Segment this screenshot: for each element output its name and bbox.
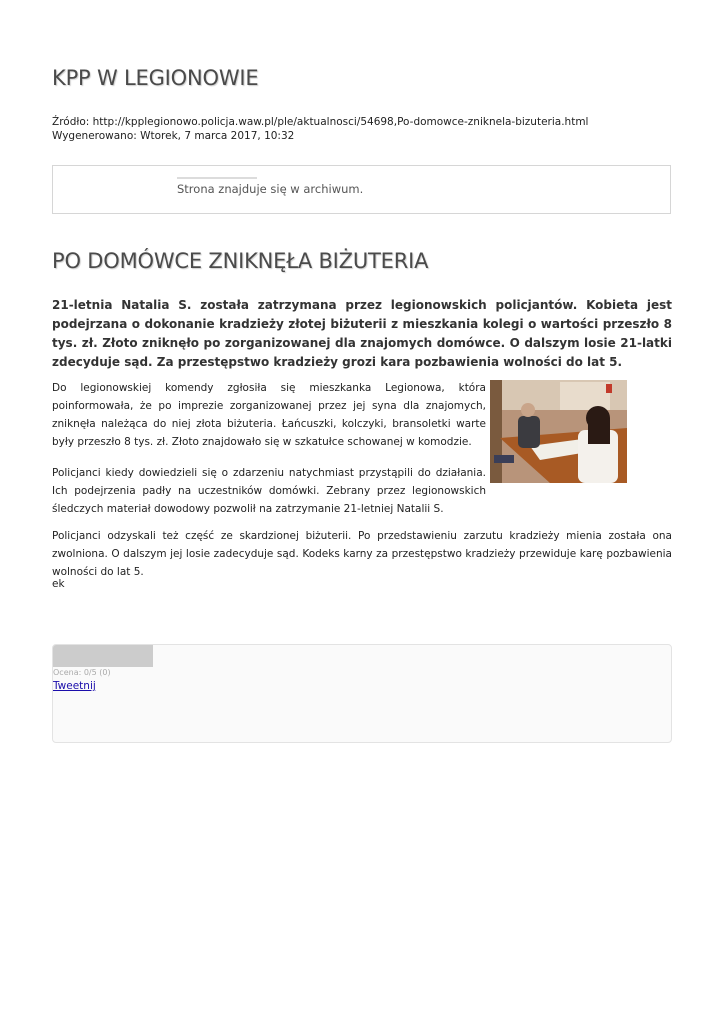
archive-divider bbox=[177, 177, 257, 179]
article-photo[interactable] bbox=[490, 380, 627, 483]
rating-panel bbox=[52, 644, 672, 743]
article-lead: 21-letnia Natalia S. została zatrzymana przez legionowskich policjantów. Kobieta jest podejrzana o dokonanie kradzieży złotej biżuterii z mieszkania kolegi o wartości przeszło 8 tys. zł. Złoto zniknęło po zorganizowanej dla znajomych domówce. O dalszym losie 21-latki zdecyduje sąd. Za przestępstwo kradzieży grozi kara pozbawienia wolności do lat 5. bbox=[52, 298, 672, 369]
document-meta bbox=[52, 115, 588, 143]
rating-text: Ocena: 0/5 (0) bbox=[53, 668, 111, 677]
author-initials: ek bbox=[52, 578, 65, 590]
generated-date: Wygenerowano: Wtorek, 7 marca 2017, 10:32 bbox=[52, 130, 295, 142]
article-paragraph: Policjanci kiedy dowiedzieli się o zdarzeniu natychmiast przystąpili do działania. Ich podejrzenia padły na uczestników domówki. Zebrany przez legionowskich śledczych materiał dowodowy pozwolił na zatrzymanie 21-letniej Natalii S. bbox=[52, 467, 486, 515]
tweet-link[interactable]: Tweetnij bbox=[53, 680, 96, 692]
article-paragraph: Policjanci odzyskali też część ze skardzionej biżuterii. Po przedstawieniu zarzutu kradzieży mienia została ona zwolniona. O dalszym jej losie zadecyduje sąd. Kodeks karny za przestępstwo kradzieży przewiduje karę pozbawienia wolności do lat 5. bbox=[52, 530, 672, 578]
article-title: PO DOMÓWCE ZNIKNĘŁA BIŻUTERIA bbox=[52, 249, 429, 273]
archive-notice bbox=[52, 165, 671, 214]
rating-stars[interactable] bbox=[53, 645, 153, 667]
source-url: Źródło: http://kpplegionowo.policja.waw.pl/ple/aktualnosci/54698,Po-domowce-zniknela-bizuteria.html bbox=[52, 116, 589, 128]
site-title: KPP W LEGIONOWIE bbox=[52, 66, 259, 90]
article-paragraph: Do legionowskiej komendy zgłosiła się mieszkanka Legionowa, która poinformowała, że po imprezie zorganizowanej przez jej syna dla znajomych, zniknęła należąca do niej złota biżuteria. Łańcuszki, kolczyki, bransoletki warte były przeszło 8 tys. zł. Złoto znajdowało się w szkatułce schowanej w komodzie. bbox=[52, 382, 486, 448]
archive-text: Strona znajduje się w archiwum. bbox=[177, 182, 364, 196]
